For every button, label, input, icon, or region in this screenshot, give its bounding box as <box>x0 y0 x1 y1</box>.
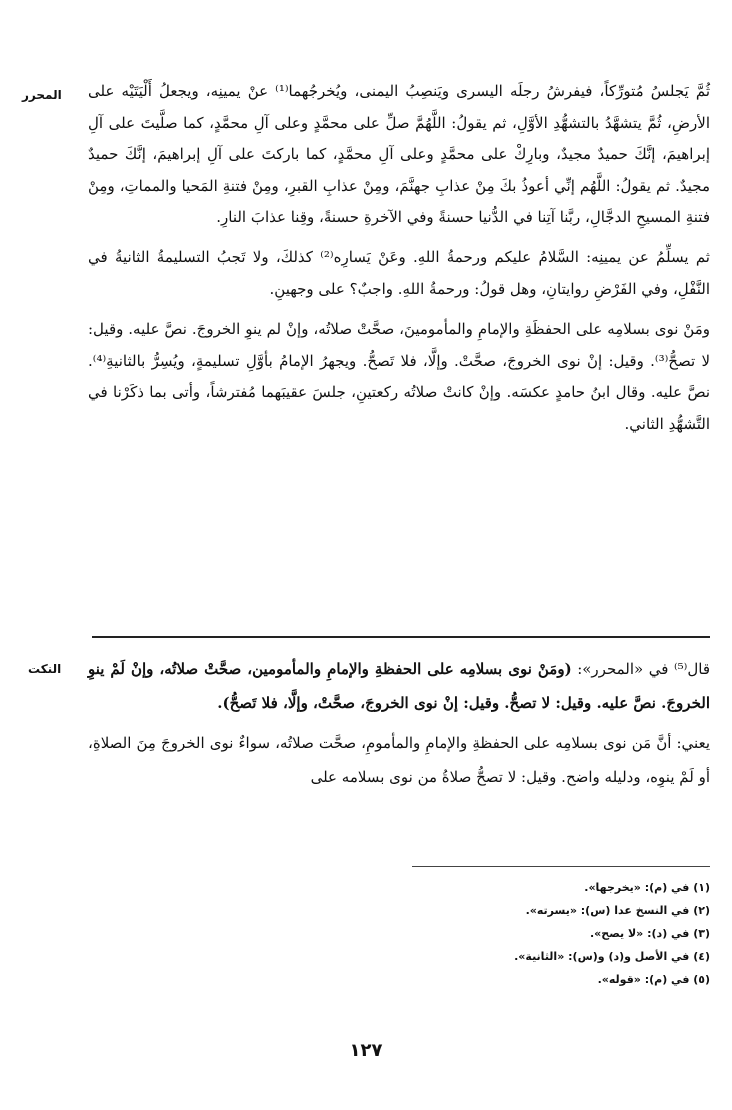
footnote-4: (٤) في الأصل و(د) و(س): «الثانية». <box>514 950 710 963</box>
footnote-3: (٣) في (د): «لا يصح». <box>589 927 710 940</box>
footnote-1: (١) في (م): «يخرجها». <box>584 881 710 894</box>
nukat-paragraph-quote <box>88 652 710 720</box>
footnote-2: (٢) في النسخ عدا (س): «يسرته». <box>525 904 710 917</box>
main-paragraph-3: ومَنْ نوى بسلامِه على الحفظَةِ والإمامِ والمأمومينَ، صحَّتْ صلاتُه، وإنْ لم ينوِ الخروجَ. نصَّ عليه. وقيل: لا تصحُّ⁽³⁾. وقيل: إنْ نوى الخروجَ، صحَّتْ. وإلَّا، فلا تَصحُّ. ويجهرُ الإمامُ بأوَّلِ تسليمةٍ، ويُسِرُّ بالثانيةِ⁽⁴⁾. نصَّ عليه. وقال ابنُ حامدٍ عكسَه. وإنْ كانتْ صلاتُه ركعتينِ، جلسَ عقيبَهما مُفترشاً، وأتى بما ذكَرْنا في التَّشهُّدِ الثاني. <box>88 320 710 433</box>
footnotes <box>300 876 710 991</box>
page-number: ١٢٧ <box>349 1040 383 1061</box>
nukat-text-block <box>88 652 710 800</box>
main-paragraph-2: ثم يسلِّمُ عن يمينِه: السَّلامُ عليكم ورحمةُ اللهِ. وعَنْ يَسارِه⁽²⁾ كذلكَ، ولا تَجبُ التسليمةُ الثانيةُ في النَّفْلِ، وفي الفَرْضِ روايتانِ، وهل قولُ: ورحمةُ اللهِ. واجبٌ؟ على وجهينِ. <box>88 247 710 298</box>
nukat-quote: (ومَنْ نوى بسلامِه على الحفظةِ والإمامِ والمأمومين، صحَّتْ صلاتُه، وإنْ لَمْ ينوِ الخروجَ. نصَّ عليه. وقيل: لا تصحُّ. وقيل: إنْ نوى الخروجَ، صحَّتْ، وإلَّا، فلا تَصحُّ). <box>88 660 710 712</box>
nukat-paragraph-explanation: يعني: أنَّ مَن نوى بسلامِه على الحفظةِ والإمامِ والمأمومِ، صحَّت صلاتُه، سواءٌ نوى الخروجَ مِنَ الصلاةِ، أو لَمْ ينوِه، ودليله واضح. وقيل: لا تصحُّ صلاةُ من نوى بسلامه على <box>88 734 710 786</box>
margin-label-muharrar: المحرر <box>22 88 62 102</box>
footnote-5: (٥) في (م): «قوله». <box>597 973 710 986</box>
section-divider <box>92 636 710 638</box>
main-text-block <box>88 76 710 450</box>
footnote-divider <box>412 866 710 867</box>
main-paragraph-1: ثُمَّ يَجلسُ مُتورِّكاً، فيفرشُ رجلَه اليسرى ويَنصِبُ اليمنى، ويُخرجُهما⁽¹⁾ عنْ يمينِه، ويجعلُ أَلْيَتَيْه على الأرضِ، ثُمَّ يتشهَّدُ بالتشهُّدِ الأوَّلِ، ثم يقولُ: اللَّهُمَّ صلِّ على محمَّدٍ وعلى آلِ محمَّدٍ، كما صلَّيتَ على آلِ إبراهيمَ، إنَّكَ حميدٌ مجيدٌ، وبارِكْ على محمَّدٍ وعلى آلِ محمَّدٍ، كما باركتَ على آلِ إبراهيمَ، إنَّكَ حميدٌ مجيدٌ. ثم يقولُ: اللَّهُم إنِّي أعوذُ بكَ مِنْ عذابِ جهنَّمَ، ومِنْ عذابِ القبرِ، ومِنْ فتنةِ المَحيا والمماتِ، ومِنْ فتنةِ المسيحِ الدجَّالِ، ربَّنا آتِنا في الدُّنيا حسنةً وفي الآخرةِ حسنةً، وقِنا عذابَ النارِ. <box>88 82 710 227</box>
nukat-intro: قال⁽⁵⁾ في «المحرر»: <box>571 660 710 678</box>
margin-label-nukat: النكت <box>28 662 62 676</box>
